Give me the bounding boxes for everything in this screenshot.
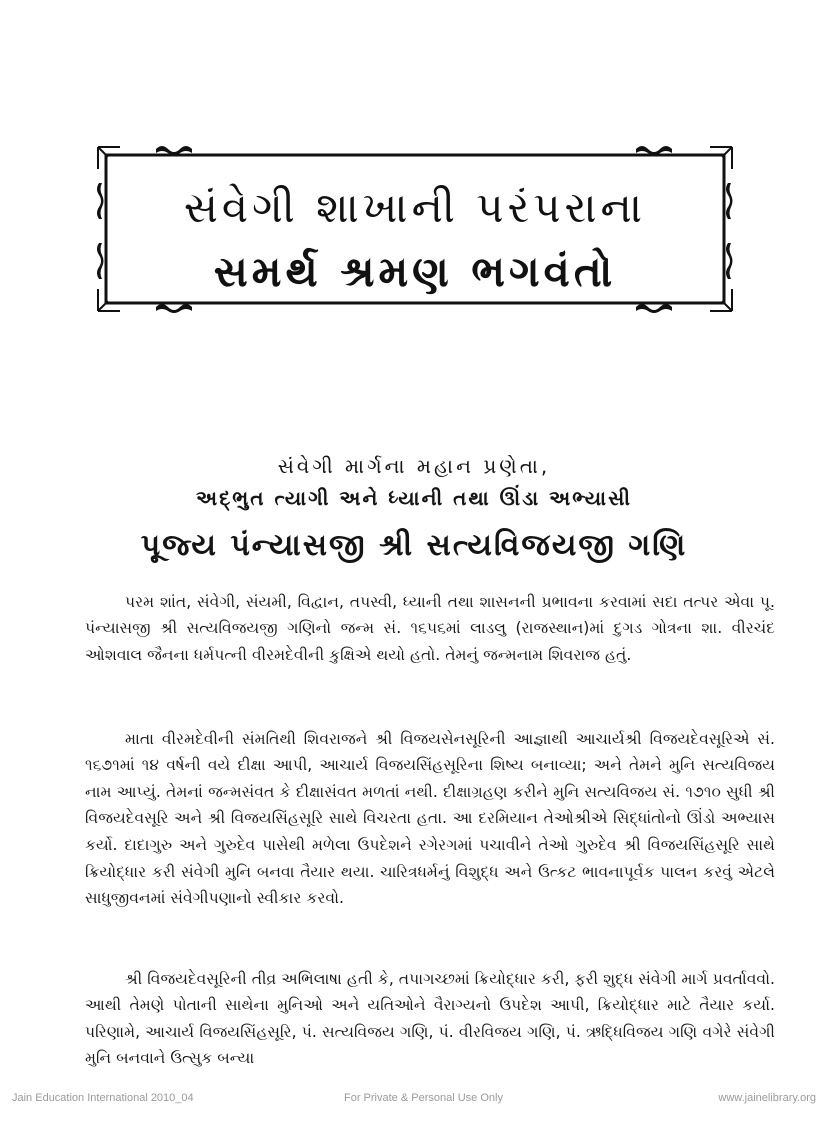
paragraph-2: માતા વીરમદેવીની સંમતિથી શિવરાજને શ્રી વિજયસેનસૂરિની આજ્ઞાથી આચાર્યશ્રી વિજયદેવસૂરિએ સં. ૧૬૭૧માં ૧૪ વર્ષની વયે દીક્ષા આપી, આચાર્ય વિજયસિંહસૂરિના શિષ્ય બનાવ્યા; અને તેમને મુનિ સત્યવિજય નામ આપ્યું. તેમનાં જન્મસંવત કે દીક્ષાસંવત મળતાં નથી. દીક્ષાગ્રહણ કરીને મુનિ સત્યવિજય સં. ૧૭૧૦ સુધી શ્રી વિજયદેવસૂરિ અને શ્રી વિજયસિંહસૂરિ સાથે વિચરતા હતા. આ દરમિયાન તેઓશ્રીએ સિદ્ધાંતોનો ઊંડો અભ્યાસ કર્યો. દાદાગુરુ અને ગુરુદેવ પાસેથી મળેલા ઉપદેશને રગેરગમાં પચાવીને તેઓ ગુરુદેવ શ્રી વિજયસિંહસૂરિ સાથે ક્રિયોદ્ધાર કરી સંવેગી મુનિ બનવા તૈયાર થયા. ચારિત્રધર્મનું વિશુદ્ધ અને ઉત્કટ ભાવનાપૂર્વક પાલન કરવું એટલે સાધુજીવનમાં સંવેગીપણાનો સ્વીકાર કરવો. <box>85 729 775 908</box>
paragraph-1: પરમ શાંત, સંવેગી, સંયમી, વિદ્વાન, તપસ્વી, ધ્યાની તથા શાસનની પ્રભાવના કરવામાં સદા તત્પર એવા પૂ. પંન્યાસજી શ્રી સત્યવિજયજી ગણિનો જન્મ સં. ૧૬૫૬માં લાડલુ (રાજસ્થાન)માં દુગડ ગોત્રના શા. વીરચંદ ઓશવાલ જૈનના ધર્મપત્ની વીરમદેવીની કુક્ષિએ થયો હતો. તેમનું જન્મનામ શિવરાજ હતું. <box>85 592 775 664</box>
subtitle-line-2: અદ્ભુત ત્યાગી અને ધ્યાની તથા ઊંડા અભ્યાસી <box>195 486 633 510</box>
title-line-1: સંવેગી શાખાની પરંપરાના <box>183 183 647 232</box>
paragraph-3: શ્રી વિજયદેવસૂરિની તીવ્ર અભિલાષા હતી કે, તપાગચ્છમાં ક્રિયોદ્ધાર કરી, ફરી શુદ્ધ સંવેગી માર્ગ પ્રવર્તાવવો. આથી તેમણે પોતાની સાથેના મુનિઓ અને યતિઓને વૈરાગ્યનો ઉપદેશ આપી, ક્રિયોદ્ધાર માટે તૈયાર કર્યા. પરિણામે, આચાર્ય વિજયસિંહસૂરિ, પં. સત્યવિજય ગણિ, પં. વીરવિજય ગણિ, પં. ઋદ્ધિવિજય ગણિ વગેરે સંવેગી મુનિ બનવાને ઉત્સુક બન્યા <box>85 969 775 1068</box>
section-heading: પૂજ્ય પંન્યાસજી શ્રી સત્યવિજયજી ગણિ <box>140 528 688 563</box>
footer-website: www.jainelibrary.org <box>718 1092 816 1104</box>
footer-usage-note: For Private & Personal Use Only <box>344 1092 503 1104</box>
footer-publisher: Jain Education International 2010_04 <box>12 1092 194 1104</box>
title-frame <box>96 143 734 315</box>
subtitle-line-1: સંવેગી માર્ગના મહાન પ્રણેતા, <box>277 454 551 478</box>
title-line-2: સમર્થ શ્રમણ ભગવંતો <box>213 247 617 296</box>
